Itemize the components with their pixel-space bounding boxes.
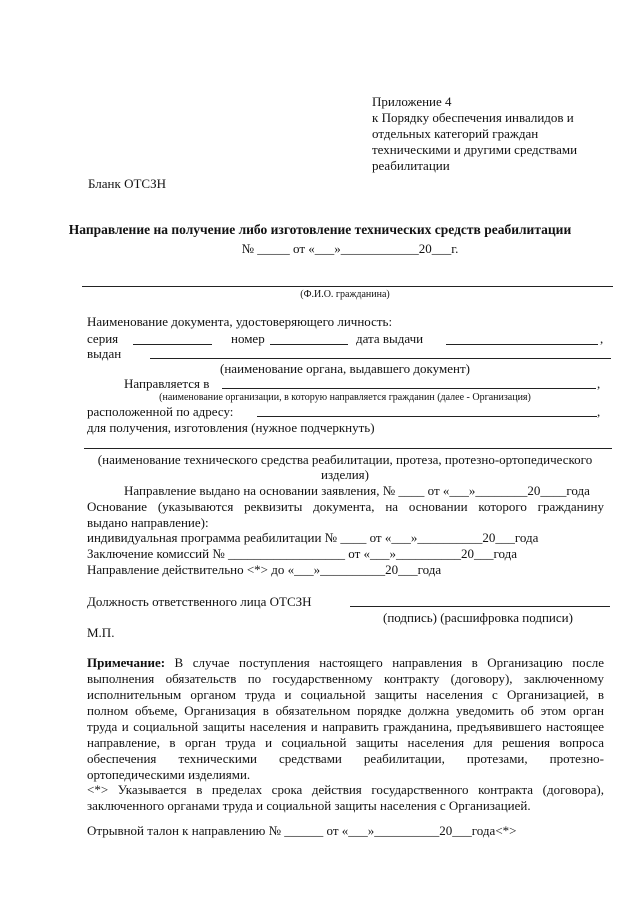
page-title: Направление на получение либо изготовление технических средств реабилитации xyxy=(68,222,572,237)
note-line: обеспечения техническими средствами реабилитации, протезами, протезно- xyxy=(87,751,604,766)
note-line: направление, в орган труда и социальной защиты населения для решения вопроса xyxy=(87,735,604,750)
form-label: Бланк ОТСЗН xyxy=(88,176,166,191)
stub-line: Отрывной талон к направлению № ______ от «___»__________20___года<*> xyxy=(87,823,517,838)
reason-line: Основание (указываются реквизиты документа, на основании которого гражданину xyxy=(87,499,604,514)
stamp-label: М.П. xyxy=(87,625,115,640)
footnote-line: заключенного органами труда и социальной защиты населения с Организацией. xyxy=(87,798,531,813)
appendix-line: Приложение 4 xyxy=(372,94,452,109)
purpose-text: для получения, изготовления (нужное подчеркнуть) xyxy=(87,420,375,435)
appendix-line: отдельных категорий граждан xyxy=(372,126,539,141)
note-label: Примечание: xyxy=(87,655,166,670)
appendix-line: техническими и другими средствами xyxy=(372,142,578,157)
note-line: труда и социальной защиты населения и направить гражданина, предъявившего настоящее xyxy=(87,719,604,734)
address-label: расположенной по адресу: xyxy=(87,404,234,419)
number-label: номер xyxy=(231,331,265,346)
fio-line xyxy=(82,286,613,287)
doc-number-line xyxy=(270,344,348,345)
signature-line xyxy=(350,606,610,607)
comma: , xyxy=(597,376,601,391)
reason-line: выдано направление): xyxy=(87,515,209,530)
tsr-line xyxy=(84,448,612,449)
note-line: исполнительным органом труда и социальной защиты населения с Организацией, в xyxy=(87,687,604,702)
issued-basis-line: Направление выдано на основании заявления, № ____ от «___»________20____года xyxy=(124,483,590,498)
series-label: серия xyxy=(87,331,119,346)
position-label: Должность ответственного лица ОТСЗН xyxy=(87,594,312,609)
organization-caption: (наименование организации, в которую направляется гражданин (далее - Организация) xyxy=(159,392,531,403)
footnote-line: <*> Указывается в пределах срока действия государственного контракта (договора), xyxy=(87,782,604,797)
comma: , xyxy=(600,331,604,346)
note-line: ортопедическими изделиями. xyxy=(87,767,251,782)
note-line: полном объеме, Организация в обязательном порядке должна уведомить об этом орган xyxy=(87,703,604,718)
issuer-caption: (наименование органа, выдавшего документ) xyxy=(220,361,470,376)
fio-caption: (Ф.И.О. гражданина) xyxy=(300,289,390,300)
tsr-caption: изделия) xyxy=(321,467,369,482)
note-line: выполнения обязательств по государственному контракту (договору), заключенному xyxy=(87,671,604,686)
note-text: В случае поступления настоящего направления в Организацию после xyxy=(174,655,605,670)
issue-date-line xyxy=(446,344,598,345)
issued-label: выдан xyxy=(87,346,122,361)
tsr-caption: (наименование технического средства реабилитации, протеза, протезно-ортопедического xyxy=(97,452,593,467)
note-first-line xyxy=(87,655,604,671)
appendix-line: к Порядку обеспечения инвалидов и xyxy=(372,110,574,125)
doc-heading: Наименование документа, удостоверяющего личность: xyxy=(87,314,393,329)
series-line xyxy=(133,344,212,345)
sent-label: Направляется в xyxy=(124,376,210,391)
signature-caption: (подпись) (расшифровка подписи) xyxy=(383,610,573,625)
document-number-line: № _____ от «___»____________20___г. xyxy=(241,241,459,256)
validity-line: Направление действительно <*> до «___»__________20___года xyxy=(87,562,442,577)
appendix-line: реабилитации xyxy=(372,158,450,173)
comma: , xyxy=(597,404,601,419)
address-line xyxy=(257,416,597,417)
issue-date-label: дата выдачи xyxy=(356,331,424,346)
organization-line xyxy=(222,388,596,389)
issuer-line xyxy=(150,358,611,359)
ipr-line: индивидуальная программа реабилитации № ____ от «___»__________20___года xyxy=(87,530,539,545)
commission-line: Заключение комиссий № __________________ от «___»__________20___года xyxy=(87,546,518,561)
